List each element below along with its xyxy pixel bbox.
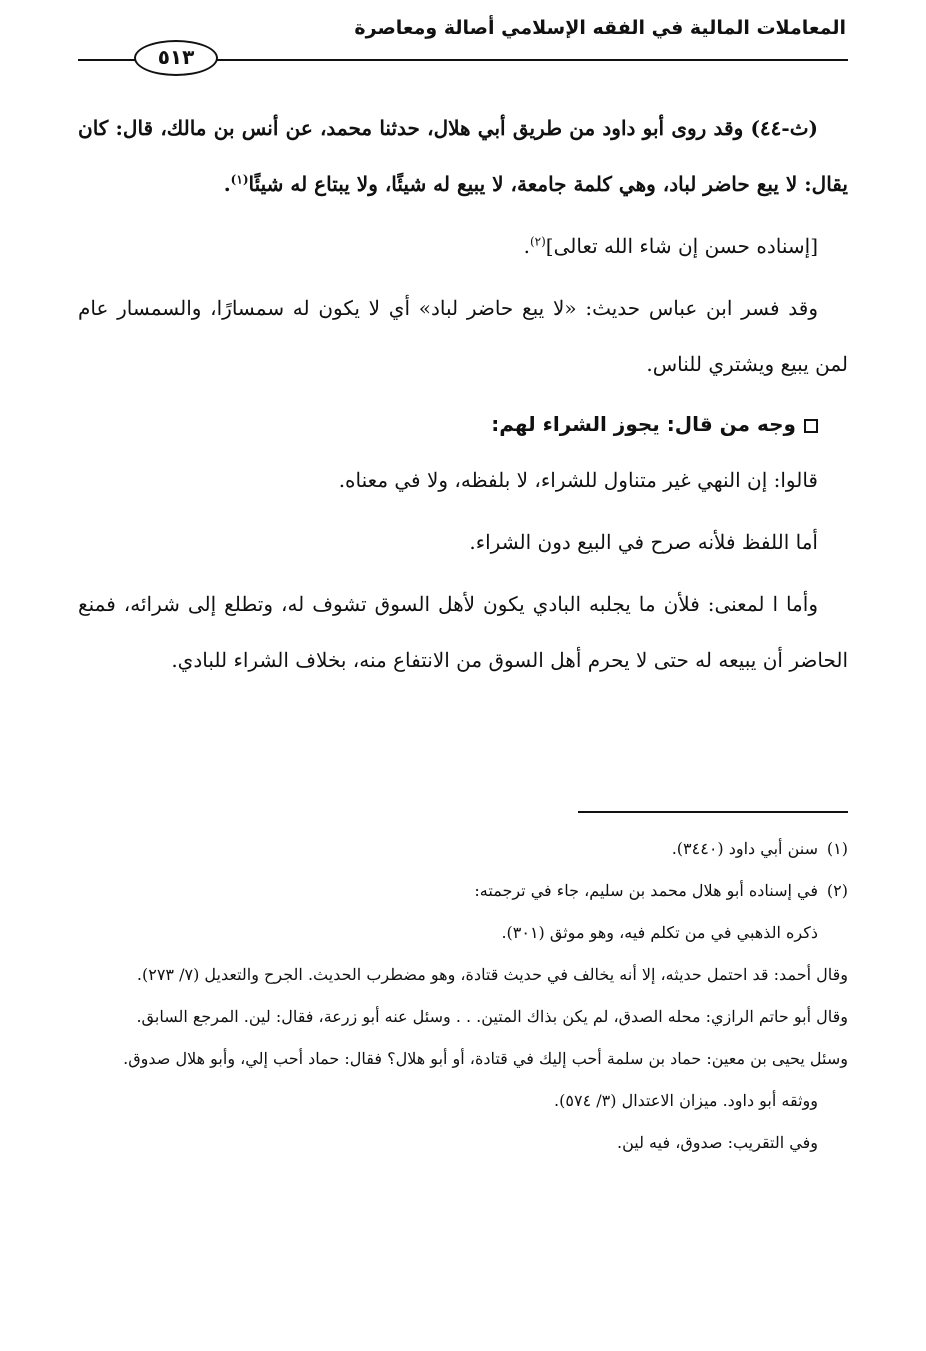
paragraph-meaning: وأما ا لمعنى: فلأن ما يجلبه البادي يكون لأهل السوق تشوف له، وتطلع إلى شرائه، فمنع الحاضر أن يبيعه له حتى لا يحرم أهل السوق من الانتفاع منه، بخلاف الشراء للبادي. [78, 592, 848, 672]
footnote-ref-2[interactable]: (٢) [529, 234, 546, 249]
paragraph-wording: أما اللفظ فلأنه صرح في البيع دون الشراء. [469, 530, 818, 554]
footnote-ref-1[interactable]: (١) [230, 172, 249, 187]
footnotes [78, 828, 848, 1164]
footnote-2-line: ووثقه أبو داود. ميزان الاعتدال (٣/ ٥٧٤). [554, 1091, 818, 1110]
footnote-2-line: ذكره الذهبي في من تكلم فيه، وهو موثق (٣٠١). [501, 923, 818, 942]
paragraph-isnad-text: [إسناده حسن إن شاء الله تعالى] [545, 234, 818, 258]
footnote-1 [78, 828, 848, 870]
footnote-1-number: (١) [826, 839, 848, 858]
footnote-2-line: وفي التقريب: صدوق، فيه لين. [617, 1133, 818, 1152]
paragraph-argument: قالوا: إن النهي غير متناول للشراء، لا بلفظه، ولا في معناه. [338, 468, 818, 492]
section-heading [78, 396, 848, 452]
footnote-2-line: وقال أبو حاتم الرازي: محله الصدق، لم يكن بذاك المتين. . . وسئل عنه أبو زرعة، فقال: لين. المرجع السابق. [136, 1007, 848, 1026]
paragraph-isnad-end: . [523, 234, 530, 258]
square-bullet-icon [804, 419, 818, 433]
footnote-2-number: (٢) [826, 881, 848, 900]
running-title: المعاملات المالية في الفقه الإسلامي أصالة ومعاصرة [354, 17, 846, 39]
footnote-1-text: سنن أبي داود (٣٤٤٠). [671, 839, 818, 858]
main-text [78, 100, 848, 688]
paragraph-hadith-text: (ث-٤٤) وقد روى أبو داود من طريق أبي هلال، حدثنا محمد، عن أنس بن مالك، قال: كان يقال: لا يبع حاضر لباد، وهي كلمة جامعة، لا يبيع له شيئًا، ولا يبتاع له شيئًا [78, 116, 848, 196]
paragraph-isnad [78, 218, 848, 274]
footnote-2-line: وقال أحمد: قد احتمل حديثه، إلا أنه يخالف في حديث قتادة، وهو مضطرب الحديث. الجرح والتعديل (٧/ ٢٧٣). [136, 965, 848, 984]
paragraph-ibn-abbas: وقد فسر ابن عباس حديث: «لا يبع حاضر لباد» أي لا يكون له سمسارًا، والسمسار عام لمن يبيع ويشتري للناس. [78, 296, 848, 376]
footnote-2 [78, 870, 848, 912]
footnote-2-text: في إسناده أبو هلال محمد بن سليم، جاء في ترجمته: [474, 881, 818, 900]
footnote-separator [578, 811, 848, 813]
section-heading-text: وجه من قال: يجوز الشراء لهم: [491, 412, 796, 436]
paragraph-hadith-end: . [223, 172, 231, 196]
paragraph-hadith [78, 100, 848, 212]
footnote-2-line: وسئل يحيى بن معين: حماد بن سلمة أحب إليك في قتادة، أو أبو هلال؟ فقال: حماد أحب إلي، وأبو هلال صدوق. [123, 1049, 848, 1068]
page-number: ٥١٣ [134, 40, 218, 76]
